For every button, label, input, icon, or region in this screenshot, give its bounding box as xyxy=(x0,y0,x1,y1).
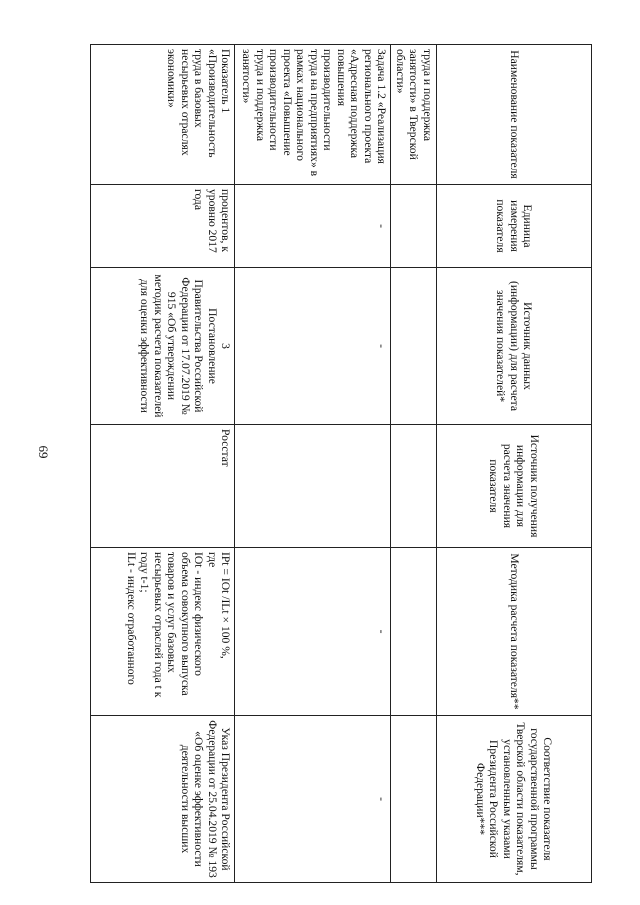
header-compliance: Соответствие показателя государственной программы Тверской области показателям, установленным указами Президента Российской Федерации*** xyxy=(437,716,592,883)
indicators-table xyxy=(91,44,593,883)
cell-source-data: - xyxy=(235,268,391,425)
cell-source-info: Росстат xyxy=(91,425,235,548)
rotated-table-wrapper xyxy=(92,44,592,882)
cell-unit: процентов, к уровню 2017 года xyxy=(91,185,235,268)
header-indicator-name: Наименование показателя xyxy=(437,45,592,185)
header-source-info: Источник получения информации для расчета значения показателя xyxy=(437,425,592,548)
table-header-row xyxy=(437,45,592,883)
cell-compliance: - xyxy=(235,716,391,883)
cell-source-data xyxy=(391,268,437,425)
cell-source-info xyxy=(235,425,391,548)
header-unit: Единица измерения показателя xyxy=(437,185,592,268)
table-row xyxy=(391,45,437,883)
cell-method: - xyxy=(235,548,391,716)
cell-compliance: Указ Президента Российской Федерации от 25.04.2019 № 193 «Об оценке эффективности деятельности высших xyxy=(91,716,235,883)
source-data-text: Постановление Правительства Российской Федерации от 17.07.2019 № 915 «Об утверждении методик расчета показателей для оценки эффективности xyxy=(138,274,219,418)
cell-method xyxy=(391,548,437,716)
cell-method: IPt = IOt /ILt × 100 %, где IOt - индекс физического объема совокупного выпуска товаров и услуг базовых несырьевых отраслей года t к году t-1; ILt - индекс отработанного xyxy=(91,548,235,716)
header-source-data: Источник данных (информации) для расчета значения показателей* xyxy=(437,268,592,425)
cell-unit: - xyxy=(235,185,391,268)
header-method: Методика расчета показателя** xyxy=(437,548,592,716)
source-data-number: 3 xyxy=(219,343,233,349)
page-number: 69 xyxy=(36,445,51,459)
table-row xyxy=(235,45,391,883)
table-row xyxy=(91,45,235,883)
cell-source-info xyxy=(391,425,437,548)
cell-compliance xyxy=(391,716,437,883)
cell-name: Задача 1.2 «Реализация регионального проекта «Адресная поддержка повышения производительности труда на предприятиях» в рамках национального проекта «Повышение производительности труда и поддержка занятости» xyxy=(235,45,391,185)
cell-name: Показатель 1 «Производительность труда в базовых несырьевых отраслях экономики» xyxy=(91,45,235,185)
cell-source-data xyxy=(91,268,235,425)
cell-name: труда и поддержка занятости» в Тверской области» xyxy=(391,45,437,185)
cell-unit xyxy=(391,185,437,268)
